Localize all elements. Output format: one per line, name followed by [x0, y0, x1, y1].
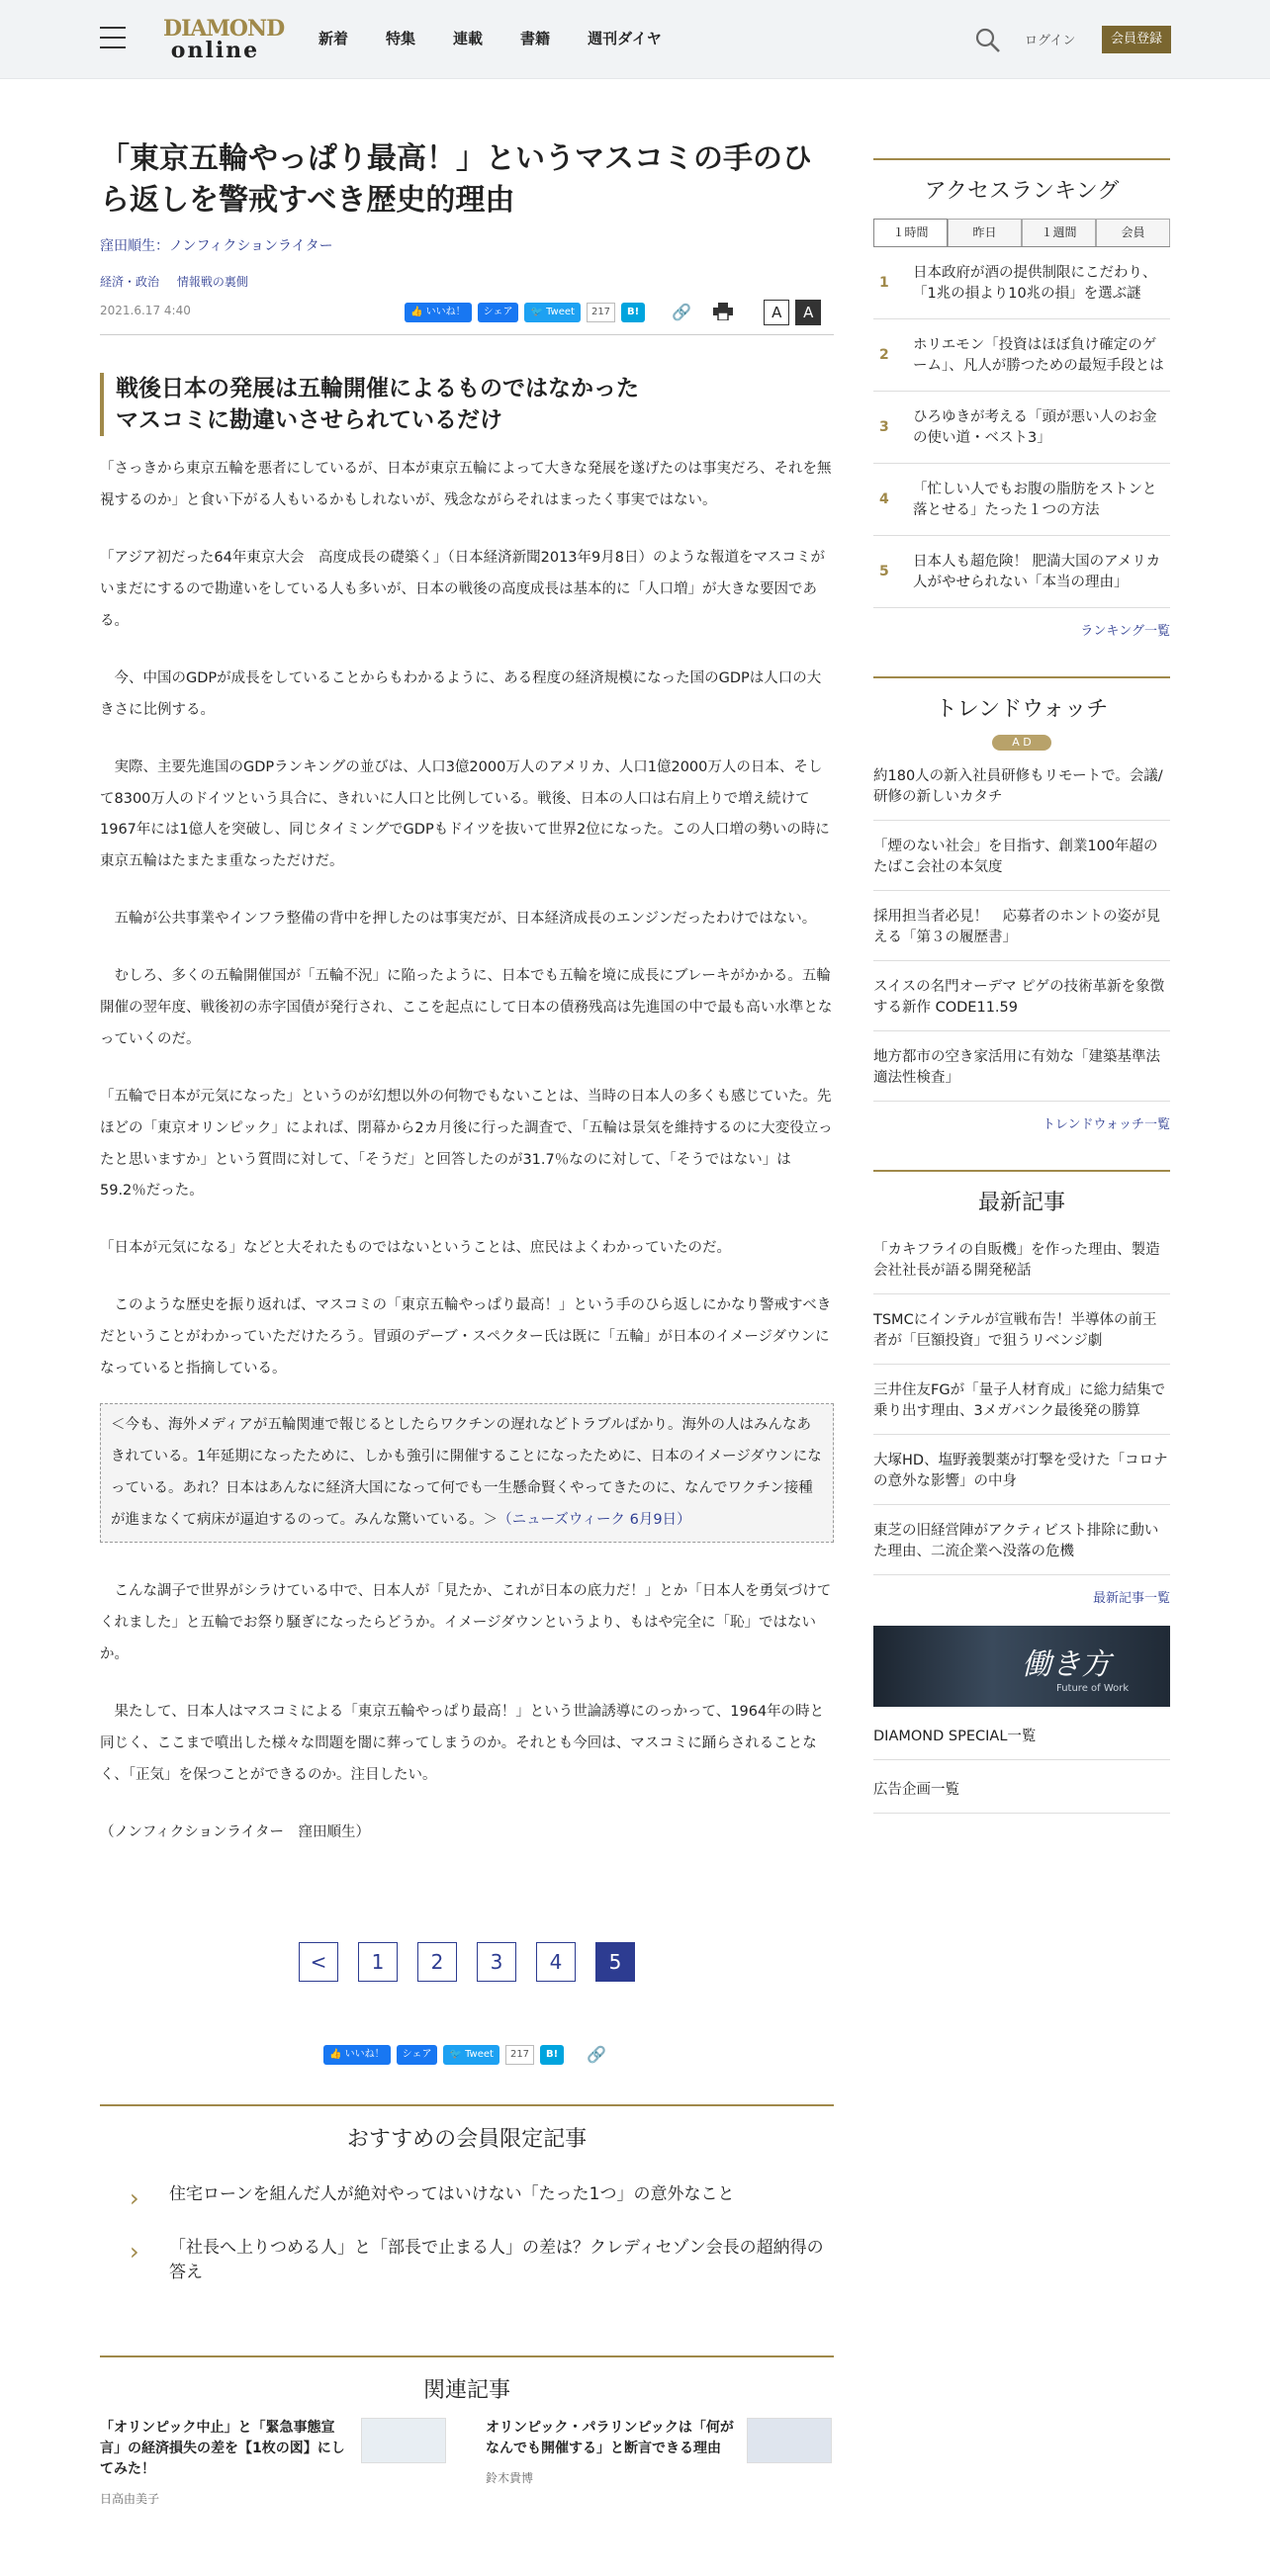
- recommended-item[interactable]: › 「社長へ上りつめる人」と「部長で止まる人」の差は？クレディセゾン会長の超納得の答え: [130, 2236, 834, 2286]
- article-author[interactable]: 窪田順生：ノンフィクションライター: [100, 238, 333, 254]
- logo-bottom: online: [170, 38, 260, 63]
- article-paragraph: むしろ、多くの五輪開催国が「五輪不況」に陥ったように、日本でも五輪を境に成長にブレーキがかかる。五輪開催の翌年度、戦後初の赤字国債が発行され、ここを起点にして日本の債務残高は先進国の中で最も高い水準となっていくのだ。: [100, 968, 833, 1047]
- article-meta: [100, 304, 834, 335]
- ad-badge: A D: [992, 735, 1051, 751]
- facebook-share-button[interactable]: シェア: [478, 303, 519, 322]
- global-nav: [318, 28, 699, 48]
- login-link[interactable]: ログイン: [1025, 34, 1076, 48]
- rank-number: 4: [879, 491, 889, 508]
- rank-number: 2: [879, 347, 889, 364]
- rank-text: 日本政府が酒の提供制限にこだわり、「1兆の損より10兆の損」を選ぶ謎: [913, 265, 1157, 303]
- article-signature: （ノンフィクションライター 窪田順生）: [100, 1823, 371, 1840]
- tweet-count: 217: [587, 303, 615, 322]
- tab-members[interactable]: 会員: [1096, 219, 1170, 246]
- hatena-button[interactable]: B!: [540, 2045, 564, 2065]
- related-item[interactable]: [100, 2418, 446, 2507]
- ranking-more-link[interactable]: ランキング一覧: [1080, 624, 1170, 640]
- recommended-title: おすすめの会員限定記事: [346, 2127, 588, 2152]
- nav-series[interactable]: 連載: [453, 30, 484, 47]
- category-link[interactable]: 情報戦の裏側: [176, 275, 248, 289]
- article-paragraph: 五輪が公共事業やインフラ整備の背中を押したのは事実だが、日本経済成長のエンジンだったわけではない。: [100, 911, 817, 928]
- pager-page-5[interactable]: 5: [595, 1942, 635, 1982]
- article-paragraph: 今、中国のGDPが成長をしていることからもわかるように、ある程度の経済規模になった国のGDPは人口の大きさに比例する。: [100, 669, 822, 718]
- ad-list-link[interactable]: 広告企画一覧: [873, 1760, 1170, 1814]
- recommended-section: [100, 2104, 834, 2286]
- sidebar: [873, 158, 1170, 1814]
- rank-number: 1: [879, 275, 889, 292]
- rank-number: 5: [879, 564, 889, 580]
- rank-text: 「忙しい人でもお腹の脂肪をストンと落とせる」たった１つの方法: [913, 482, 1157, 519]
- category-link[interactable]: 経済・政治: [100, 275, 160, 289]
- diamond-special-link[interactable]: DIAMOND SPECIAL一覧: [873, 1707, 1170, 1760]
- related-thumbnail: [361, 2418, 446, 2463]
- print-icon[interactable]: [712, 303, 734, 322]
- ranking-item[interactable]: [873, 536, 1170, 608]
- nav-weekly[interactable]: 週刊ダイヤ: [588, 30, 662, 47]
- ranking-item[interactable]: [873, 247, 1170, 319]
- pager-page-1[interactable]: 1: [358, 1942, 398, 1982]
- search-icon[interactable]: [974, 27, 1002, 54]
- latest-item[interactable]: 三井住友FGが「量子人材育成」に総力結集で乗り出す理由、3メガバンク最後発の勝算: [873, 1365, 1170, 1435]
- logo-top: DIAMOND: [163, 16, 285, 42]
- tweet-button[interactable]: 🐦 Tweet: [524, 303, 581, 322]
- recommended-item[interactable]: › 住宅ローンを組んだ人が絶対やってはいけない「たった1つ」の意外なこと: [130, 2182, 834, 2208]
- latest-item[interactable]: 「カキフライの自販機」を作った理由、製造会社社長が語る開発秘話: [873, 1224, 1170, 1294]
- ranking-item[interactable]: [873, 464, 1170, 536]
- facebook-like-button[interactable]: 👍 いいね！: [405, 303, 472, 322]
- pager-prev-button[interactable]: <: [299, 1942, 338, 1982]
- article-title: 「東京五輪やっぱり最高！」というマスコミの手のひら返しを警戒すべき歴史的理由: [100, 141, 812, 218]
- article-subhead: 戦後日本の発展は五輪開催によるものではなかった マスコミに勘違いさせられているだけ: [100, 373, 834, 436]
- share-bar: [405, 300, 821, 325]
- facebook-like-button[interactable]: 👍 いいね！: [323, 2045, 391, 2065]
- link-icon[interactable]: 🔗: [672, 303, 692, 321]
- latest-item[interactable]: TSMCにインテルが宣戦布告！半導体の前王者が「巨額投資」で狙うリベンジ劇: [873, 1294, 1170, 1365]
- quote-source-close: ）: [677, 1511, 691, 1528]
- tab-1hour[interactable]: １時間: [873, 219, 948, 246]
- ranking-item[interactable]: [873, 392, 1170, 464]
- article: [100, 138, 834, 1849]
- latest-box: [873, 1170, 1170, 1606]
- rank-text: 日本人も超危険！ 肥満大国のアメリカ人がやせられない「本当の理由」: [913, 554, 1161, 591]
- quote-source-link[interactable]: ニューズウィーク 6月9日: [511, 1511, 678, 1528]
- trend-item[interactable]: 約180人の新入社員研修もリモートで。会議/研修の新しいカタチ: [873, 751, 1170, 821]
- pager-page-2[interactable]: 2: [417, 1942, 457, 1982]
- share-bar-bottom: [323, 2045, 607, 2065]
- related-grid: [100, 2418, 834, 2576]
- tab-1week[interactable]: １週間: [1022, 219, 1096, 246]
- related-title: 関連記事: [422, 2378, 510, 2403]
- pagination: [299, 1942, 635, 1982]
- quote-source-open: （: [498, 1511, 512, 1528]
- related-thumbnail: [747, 2418, 832, 2463]
- trend-box: [873, 676, 1170, 1132]
- tweet-button[interactable]: 🐦 Tweet: [443, 2045, 499, 2065]
- latest-title: 最新記事: [977, 1191, 1065, 1216]
- related-section: [100, 2355, 834, 2576]
- trend-item[interactable]: 「煙のない社会」を目指す、創業100年超のたばこ会社の本気度: [873, 821, 1170, 891]
- site-header: [0, 0, 1270, 79]
- ranking-item[interactable]: [873, 319, 1170, 392]
- trend-more-link[interactable]: トレンドウォッチ一覧: [1042, 1117, 1170, 1133]
- quote-text: ＜今も、海外メディアが五輪関連で報じるとしたらワクチンの遅れなどトラブルばかり。海外の人はみんなあきれている。1年延期になったために、しかも強引に開催することになったために、日本のイメージダウンになっている。あれ？日本はあんなに経済大国になって何でも一生懸命賢くやってきたのに、なんでワクチン接種が進まなくて病床が逼迫するのって。みんな驚いている。＞: [111, 1416, 822, 1528]
- related-item-title: 「オリンピック中止」と「緊急事態宣言」の経済損失の差を【1枚の図】にしてみた！: [100, 2420, 345, 2477]
- trend-item[interactable]: 地方都市の空き家活用に有効な「建築基準法適法性検査」: [873, 1031, 1170, 1102]
- font-size-large-button[interactable]: A: [795, 300, 821, 325]
- article-paragraph: 「日本が元気になる」などと大それたものではないということは、庶民はよくわかっていたのだ。: [100, 1240, 731, 1257]
- nav-new[interactable]: 新着: [318, 30, 349, 47]
- latest-item[interactable]: 東芝の旧経営陣がアクティビスト排除に動いた理由、二流企業へ没落の危機: [873, 1505, 1170, 1575]
- article-paragraph: このような歴史を振り返れば、マスコミの「東京五輪やっぱり最高！」という手のひら返しにかなり警戒すべきだということがわかっていただけたろう。冒頭のデーブ・スペクター氏は既に「五輪」が日本のイメージダウンになっていると指摘している。: [100, 1297, 832, 1377]
- article-paragraph: 「五輪で日本が元気になった」というのが幻想以外の何物でもないことは、当時の日本人の多くも感じていた。先ほどの「東京オリンピック」によれば、閉幕から2カ月後に行った調査で、「五輪は景気を維持するのに大変役立ったと思いますか」という質問に対して、「そうだ」と回答したのが31.7％なのに対して、「そうではない」は59.2％だった。: [100, 1088, 833, 1199]
- latest-more-link[interactable]: 最新記事一覧: [1092, 1591, 1170, 1607]
- related-item[interactable]: [486, 2418, 832, 2486]
- menu-icon[interactable]: [100, 27, 126, 48]
- font-size-normal-button[interactable]: A: [764, 300, 789, 325]
- hatena-button[interactable]: B!: [621, 303, 645, 322]
- related-item-title: オリンピック・パラリンピックは「何がなんでも開催する」と断言できる理由: [486, 2420, 734, 2456]
- nav-feature[interactable]: 特集: [386, 30, 416, 47]
- article-quote: [100, 1403, 834, 1544]
- trend-item[interactable]: 採用担当者必見！ 応募者のホントの姿が見える「第３の履歴書」: [873, 891, 1170, 961]
- pager-page-3[interactable]: 3: [477, 1942, 516, 1982]
- ranking-box: [873, 158, 1170, 639]
- related-item-author: 鈴木貴博: [486, 2471, 534, 2485]
- related-item-author: 日高由美子: [100, 2492, 160, 2506]
- article-paragraph: 実際、主要先進国のGDPランキングの並びは、人口3億2000万人のアメリカ、人口1億2000万人の日本、そして8300万人のドイツという具合に、きれいに人口と比例している。戦後、日本の人口は右肩上りで増え続けて1967年には1億人を突破し、同じタイミングでGDPもドイツを抜いて世界2位になった。この人口増の勢いの時に東京五輪はたまたま重なっただけだ。: [100, 758, 830, 870]
- article-paragraph: 「さっきから東京五輪を悪者にしているが、日本が東京五輪によって大きな発展を遂げたのは事実だろ、それを無視するのか」と食い下がる人もいるかもしれないが、残念ながらそれはまったく事実ではない。: [100, 461, 832, 509]
- rank-text: ホリエモン「投資はほぼ負け確定のゲーム」、凡人が勝つための最短手段とは: [913, 337, 1164, 375]
- tweet-count: 217: [505, 2045, 534, 2065]
- trend-title: トレンドウォッチ: [935, 697, 1109, 723]
- banner-subtitle: Future of Work: [1056, 1683, 1130, 1695]
- ranking-title: アクセスランキング: [924, 179, 1120, 204]
- article-categories: [100, 273, 834, 290]
- site-logo[interactable]: [163, 16, 285, 63]
- pager-page-4[interactable]: 4: [536, 1942, 576, 1982]
- latest-item[interactable]: 大塚HD、塩野義製薬が打撃を受けた「コロナの意外な影響」の中身: [873, 1435, 1170, 1505]
- article-date: 2021.6.17 4:40: [100, 304, 191, 317]
- register-button[interactable]: 会員登録: [1102, 26, 1171, 53]
- article-paragraph: 果たして、日本人はマスコミによる「東京五輪やっぱり最高！」という世論誘導にのっかって、1964年の時と同じく、ここまで噴出した様々な問題を闇に葬ってしまうのか。それとも今回は、マスコミに踊らされることなく、「正気」を保つことができるのか。注目したい。: [100, 1704, 825, 1783]
- trend-item[interactable]: スイスの名門オーデマ ピゲの技術革新を象徴する新作 CODE11.59: [873, 961, 1170, 1031]
- banner-title: 働き方: [1022, 1647, 1111, 1683]
- tab-yesterday[interactable]: 昨日: [948, 219, 1022, 246]
- rank-text: ひろゆきが考える「頭が悪い人のお金の使い道・ベスト3」: [913, 409, 1157, 447]
- nav-books[interactable]: 書籍: [520, 30, 551, 47]
- article-paragraph: 「アジア初だった64年東京大会 高度成長の礎築く」（日本経済新聞2013年9月8日）のような報道をマスコミがいまだにするので勘違いをしている人も多いが、日本の戦後の高度成長は基本的に「人口増」が大きな要因である。: [100, 550, 825, 629]
- rank-number: 3: [879, 419, 889, 436]
- ranking-tabs: [873, 219, 1170, 247]
- link-icon[interactable]: 🔗: [587, 2045, 607, 2064]
- diamond-special-banner[interactable]: [873, 1626, 1170, 1707]
- facebook-share-button[interactable]: シェア: [397, 2045, 438, 2065]
- article-paragraph: こんな調子で世界がシラけている中で、日本人が「見たか、これが日本の底力だ！」とか「日本人を勇気づけてくれました」と五輪でお祭り騒ぎになったらどうか。イメージダウンというより、もはや完全に「恥」ではないか。: [100, 1583, 832, 1663]
